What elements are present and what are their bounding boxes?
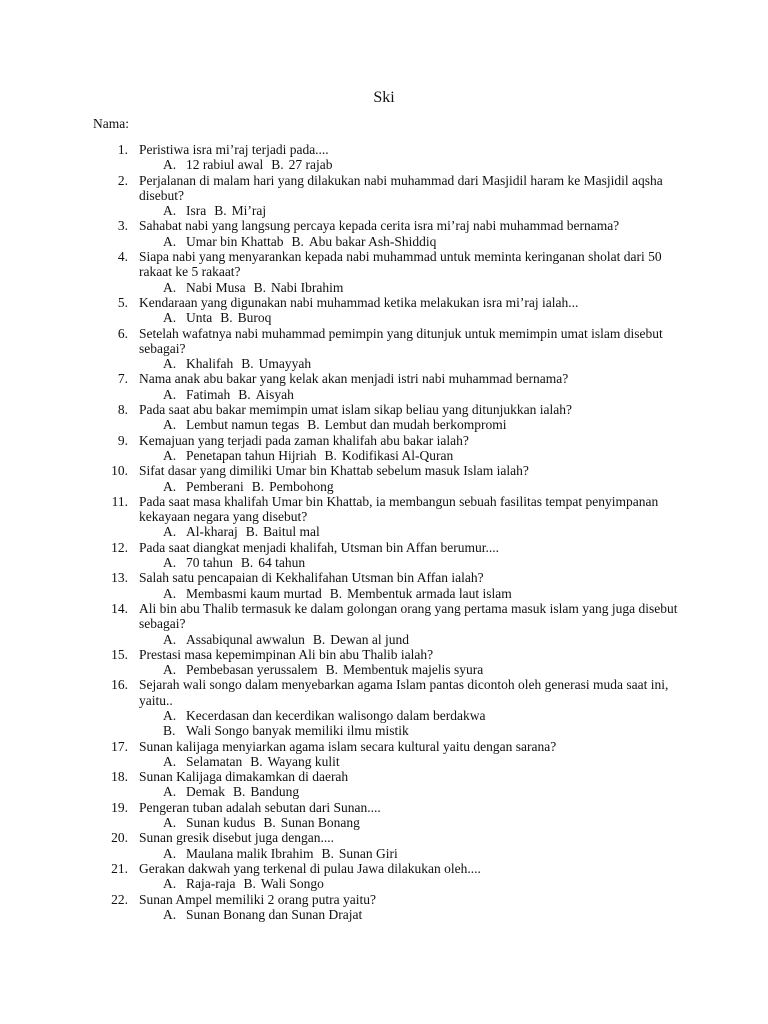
question-row — [0, 570, 768, 585]
option-text: Sunan kudus — [186, 815, 256, 831]
option-letter: A. — [163, 707, 177, 723]
answer-options — [0, 448, 768, 463]
option-text: Pembohong — [269, 478, 334, 494]
question-item — [0, 800, 768, 831]
question-item — [0, 371, 768, 402]
answer-option — [291, 234, 436, 249]
option-letter: B. — [245, 524, 259, 540]
answer-option — [163, 203, 207, 219]
question-text: Pengeran tuban adalah sebutan dari Sunan.... — [139, 799, 381, 815]
question-item — [0, 463, 768, 494]
option-letter: A. — [163, 662, 177, 678]
answer-options — [0, 876, 768, 891]
option-text: Membasmi kaum murtad — [186, 585, 322, 601]
question-row — [0, 861, 768, 876]
question-number: 11. — [111, 493, 128, 509]
option-letter: A. — [163, 233, 177, 249]
option-text: Assabiqunal awwalun — [186, 631, 305, 647]
option-text: Membentuk armada laut islam — [347, 585, 512, 601]
question-number: 21. — [111, 860, 128, 876]
question-number: 3. — [117, 218, 128, 234]
question-text: Sifat dasar yang dimiliki Umar bin Khattab sebelum masuk Islam ialah? — [139, 463, 529, 479]
question-number: 8. — [117, 402, 128, 418]
option-text: Umayyah — [258, 356, 312, 372]
option-letter: B. — [240, 555, 254, 571]
option-text: Sunan Giri — [338, 845, 398, 861]
question-text: Salah satu pencapaian di Kekhalifahan Utsman bin Affan ialah? — [139, 570, 484, 586]
question-number: 5. — [117, 294, 128, 310]
answer-options — [0, 754, 768, 769]
question-number: 22. — [111, 891, 128, 907]
question-text: Sunan kalijaga menyiarkan agama islam secara kultural yaitu dengan sarana? — [139, 738, 557, 754]
option-letter: B. — [253, 279, 267, 295]
option-letter: A. — [163, 784, 177, 800]
option-letter: B. — [163, 723, 176, 739]
answer-options — [0, 555, 768, 570]
question-text: Pada saat abu bakar memimpin umat islam sikap beliau yang ditunjukkan ialah? — [139, 402, 573, 418]
option-text: Pemberani — [186, 478, 244, 494]
answer-option — [324, 448, 453, 463]
question-text: Kendaraan yang digunakan nabi muhammad ketika melakukan isra mi’raj ialah... — [139, 294, 579, 310]
option-letter: B. — [251, 478, 265, 494]
question-text: Pada saat masa khalifah Umar bin Khattab, ia membangun sebuah fasilitas tempat penyimpanan kekayaan negara yang disebut? — [139, 493, 659, 525]
question-number: 10. — [111, 463, 128, 479]
option-letter: A. — [163, 753, 177, 769]
question-text: Sunan gresik disebut juga dengan.... — [139, 830, 334, 846]
option-letter: B. — [324, 447, 337, 463]
option-text: Kodifikasi Al-Quran — [341, 447, 454, 463]
question-row — [0, 800, 768, 815]
answer-option — [246, 524, 320, 539]
answer-option — [271, 157, 332, 172]
question-item — [0, 142, 768, 173]
answer-option — [241, 356, 311, 371]
option-text: Kecerdasan dan kecerdikan walisongo dalam berdakwa — [186, 707, 486, 723]
option-letter: A. — [163, 524, 177, 540]
question-number: 18. — [111, 769, 128, 785]
option-text: 27 rajab — [288, 157, 333, 173]
answer-option — [263, 815, 360, 830]
answer-option — [163, 478, 244, 494]
option-letter: A. — [163, 310, 177, 326]
question-text: Setelah wafatnya nabi muhammad pemimpin yang ditunjuk untuk memimpin umat islam disebut sebagai? — [139, 325, 663, 356]
question-item — [0, 173, 768, 219]
answer-options — [0, 815, 768, 830]
question-number: 19. — [111, 799, 128, 815]
question-text: Peristiwa isra mi’raj terjadi pada.... — [139, 142, 329, 157]
option-letter: B. — [243, 876, 256, 892]
question-text: Sunan Kalijaga dimakamkan di daerah — [139, 769, 349, 785]
answer-option — [238, 387, 294, 402]
option-text: 70 tahun — [186, 555, 233, 571]
answer-options — [0, 632, 768, 647]
option-text: Buroq — [237, 310, 272, 326]
question-row — [0, 677, 768, 708]
answer-option — [233, 784, 299, 799]
answer-option — [163, 233, 284, 249]
question-text: Sahabat nabi yang langsung percaya kepada cerita isra mi’raj nabi muhammad bernama? — [139, 218, 620, 234]
question-item — [0, 249, 768, 295]
option-letter: A. — [163, 906, 177, 922]
option-text: Sunan Bonang — [280, 815, 360, 831]
option-text: Umar bin Khattab — [186, 233, 284, 249]
answer-options — [0, 203, 768, 218]
question-row — [0, 892, 768, 907]
answer-options — [0, 387, 768, 402]
question-item — [0, 540, 768, 571]
answer-option — [163, 662, 318, 678]
option-letter: A. — [163, 555, 177, 571]
question-text: Pada saat diangkat menjadi khalifah, Utsman bin Affan berumur.... — [139, 539, 500, 555]
answer-option — [220, 310, 271, 325]
answer-options — [0, 157, 768, 172]
question-number: 14. — [111, 600, 128, 616]
question-row — [0, 433, 768, 448]
question-list — [0, 142, 768, 922]
answer-option — [163, 555, 233, 571]
answer-option — [252, 479, 334, 494]
question-number: 2. — [117, 172, 128, 188]
option-text: Demak — [186, 784, 225, 800]
question-text: Ali bin abu Thalib termasuk ke dalam golongan orang yang pertama masuk islam yang juga disebut sebagai? — [139, 600, 678, 632]
answer-option — [330, 586, 512, 601]
option-text: Baitul mal — [263, 524, 320, 540]
option-text: Nabi Ibrahim — [271, 279, 344, 295]
option-text: Wayang kulit — [267, 753, 340, 769]
option-text: Raja-raja — [186, 876, 236, 892]
question-row — [0, 402, 768, 417]
answer-option — [163, 876, 236, 892]
answer-option — [163, 157, 264, 173]
page-title: Ski — [373, 89, 395, 106]
answer-options — [0, 479, 768, 494]
answer-option — [163, 753, 243, 769]
option-letter: A. — [163, 203, 177, 219]
question-item — [0, 570, 768, 601]
question-number: 17. — [111, 738, 128, 754]
option-letter: A. — [163, 386, 177, 402]
option-text: Abu bakar Ash-Shiddiq — [308, 233, 437, 249]
question-row — [0, 830, 768, 845]
answer-option — [163, 386, 231, 402]
option-letter: A. — [163, 815, 177, 831]
option-text: Aisyah — [255, 386, 294, 402]
option-text: Wali Songo banyak memiliki ilmu mistik — [186, 723, 409, 739]
option-letter: A. — [163, 631, 177, 647]
answer-option — [163, 906, 363, 922]
question-text: Sunan Ampel memiliki 2 orang putra yaitu? — [139, 891, 376, 907]
answer-option — [163, 784, 225, 800]
option-text: Membentuk majelis syura — [342, 662, 484, 678]
question-row — [0, 647, 768, 662]
answer-options — [0, 524, 768, 539]
answer-options — [0, 310, 768, 325]
answer-options — [0, 708, 768, 739]
answer-option — [241, 555, 305, 570]
question-text: Perjalanan di malam hari yang dilakukan nabi muhammad dari Masjidil haram ke Masjidil aqsha disebut? — [139, 172, 663, 203]
option-text: Dewan al jund — [330, 631, 409, 647]
option-text: Unta — [186, 310, 213, 326]
option-text: Lembut dan mudah berkompromi — [324, 417, 507, 433]
option-letter: B. — [312, 631, 326, 647]
question-row — [0, 769, 768, 784]
answer-option — [163, 417, 300, 433]
option-text: Mi’raj — [231, 203, 267, 219]
question-item — [0, 295, 768, 326]
question-row — [0, 739, 768, 754]
option-letter: B. — [238, 386, 251, 402]
option-letter: B. — [291, 233, 304, 249]
answer-option — [254, 280, 344, 295]
option-letter: B. — [250, 753, 263, 769]
question-row — [0, 249, 768, 280]
answer-options — [0, 586, 768, 601]
answer-option — [163, 310, 213, 326]
question-row — [0, 326, 768, 357]
option-letter: B. — [214, 203, 227, 219]
answer-options — [0, 280, 768, 295]
answer-options — [0, 846, 768, 861]
option-letter: B. — [329, 585, 343, 601]
answer-option — [214, 203, 266, 218]
option-letter: A. — [163, 417, 177, 433]
option-text: Wali Songo — [260, 876, 324, 892]
answer-option — [163, 723, 768, 739]
answer-options — [0, 907, 768, 922]
answer-option — [163, 815, 256, 831]
answer-option — [321, 846, 397, 861]
option-text: Sunan Bonang dan Sunan Drajat — [186, 906, 363, 922]
question-item — [0, 830, 768, 861]
option-letter: A. — [163, 356, 177, 372]
question-item — [0, 402, 768, 433]
option-letter: B. — [263, 815, 276, 831]
question-item — [0, 739, 768, 770]
question-row — [0, 142, 768, 157]
option-text: 64 tahun — [258, 555, 306, 571]
question-number: 20. — [111, 830, 128, 846]
question-item — [0, 647, 768, 678]
question-number: 4. — [117, 249, 128, 265]
option-text: Nabi Musa — [186, 279, 246, 295]
question-item — [0, 601, 768, 647]
question-row — [0, 371, 768, 386]
question-item — [0, 861, 768, 892]
question-row — [0, 540, 768, 555]
question-item — [0, 892, 768, 923]
option-letter: B. — [271, 157, 284, 173]
option-letter: B. — [232, 784, 246, 800]
option-text: Khalifah — [186, 356, 234, 372]
option-letter: A. — [163, 845, 177, 861]
option-text: Fatimah — [186, 386, 231, 402]
question-number: 15. — [111, 646, 128, 662]
option-letter: B. — [321, 845, 334, 861]
answer-options — [0, 356, 768, 371]
question-item — [0, 218, 768, 249]
question-row — [0, 494, 768, 525]
answer-options — [0, 234, 768, 249]
option-text: Pembebasan yerussalem — [186, 662, 318, 678]
question-row — [0, 173, 768, 204]
option-letter: A. — [163, 478, 177, 494]
question-item — [0, 769, 768, 800]
option-letter: A. — [163, 279, 177, 295]
answer-option — [163, 845, 314, 861]
answer-option — [313, 632, 409, 647]
question-text: Siapa nabi yang menyarankan kepada nabi muhammad untuk meminta keringanan sholat dari 50 rakaat ke 5 rakaat? — [139, 249, 662, 280]
option-letter: A. — [163, 447, 177, 463]
option-text: Selamatan — [186, 753, 243, 769]
answer-option — [250, 754, 339, 769]
question-number: 6. — [117, 325, 128, 341]
question-text: Sejarah wali songo dalam menyebarkan agama Islam pantas dicontoh oleh generasi muda saat ini, yaitu.. — [139, 677, 669, 708]
question-row — [0, 218, 768, 233]
question-number: 9. — [117, 432, 128, 448]
option-letter: A. — [163, 157, 177, 173]
option-letter: B. — [307, 417, 320, 433]
answer-option — [307, 417, 506, 432]
answer-option — [243, 876, 323, 891]
option-letter: B. — [241, 356, 254, 372]
option-letter: B. — [220, 310, 233, 326]
answer-option — [326, 662, 484, 677]
option-text: Maulana malik Ibrahim — [186, 845, 314, 861]
answer-options — [0, 784, 768, 799]
question-number: 12. — [111, 539, 128, 555]
question-text: Kemajuan yang terjadi pada zaman khalifah abu bakar ialah? — [139, 432, 469, 448]
answer-options — [0, 662, 768, 677]
option-text: Lembut namun tegas — [186, 417, 300, 433]
answer-option — [163, 707, 768, 723]
answer-option — [163, 631, 305, 647]
option-text: Penetapan tahun Hijriah — [186, 447, 317, 463]
question-number: 1. — [117, 142, 128, 157]
answer-option — [163, 356, 234, 372]
answer-option — [163, 585, 322, 601]
option-text: Isra — [186, 203, 207, 219]
question-row — [0, 295, 768, 310]
question-row — [0, 463, 768, 478]
option-letter: A. — [163, 585, 177, 601]
question-item — [0, 677, 768, 738]
question-text: Gerakan dakwah yang terkenal di pulau Jawa dilakukan oleh.... — [139, 860, 481, 876]
question-number: 7. — [117, 371, 128, 387]
answer-options — [0, 417, 768, 432]
question-number: 13. — [111, 570, 128, 586]
name-field-label: Nama: — [93, 116, 129, 131]
option-text: Al-kharaj — [186, 524, 238, 540]
option-text: 12 rabiul awal — [186, 157, 264, 173]
answer-option — [163, 279, 246, 295]
option-letter: A. — [163, 876, 177, 892]
answer-option — [163, 447, 317, 463]
question-item — [0, 326, 768, 372]
question-row — [0, 601, 768, 632]
question-number: 16. — [111, 677, 128, 693]
question-text: Prestasi masa kepemimpinan Ali bin abu Thalib ialah? — [139, 646, 434, 662]
option-text: Bandung — [250, 784, 300, 800]
question-item — [0, 433, 768, 464]
question-item — [0, 494, 768, 540]
question-text: Nama anak abu bakar yang kelak akan menjadi istri nabi muhammad bernama? — [139, 371, 569, 387]
option-letter: B. — [325, 662, 338, 678]
answer-option — [163, 524, 238, 540]
